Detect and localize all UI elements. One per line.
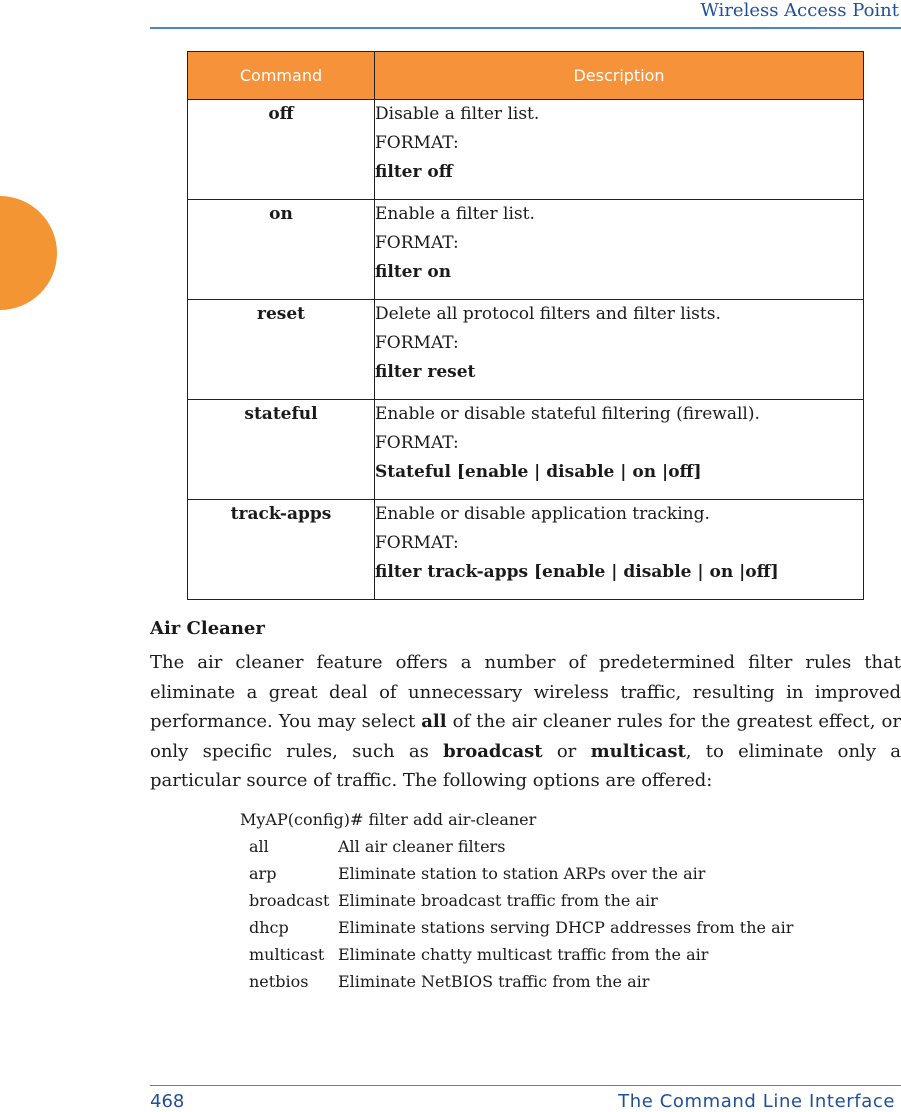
command-cell: off	[188, 100, 375, 200]
description-cell	[375, 300, 864, 400]
description-text: Enable or disable application tracking.	[375, 504, 710, 524]
cli-option-row	[240, 941, 793, 968]
option-name: dhcp	[249, 918, 289, 937]
table-header-row	[188, 52, 864, 100]
option-name: broadcast	[249, 891, 330, 910]
description-cell	[375, 200, 864, 300]
paragraph-text: The air cleaner feature offers a number of predetermined filter rules that eliminate a great deal of unnecessary wireless traffic, resulting in improved performance. You may select	[150, 652, 901, 732]
option-name: arp	[249, 864, 277, 883]
table-row	[188, 400, 864, 500]
format-syntax: filter off	[375, 162, 453, 182]
format-syntax: filter on	[375, 262, 452, 282]
section-title: Air Cleaner	[150, 618, 265, 639]
cli-option-row	[240, 914, 793, 941]
keyword-multicast: multicast	[590, 740, 686, 762]
paragraph-text: of the air cleaner rules for the greatest effect, or only specific rules, such as	[150, 711, 901, 762]
format-syntax: filter reset	[375, 362, 476, 382]
footer-page-number: 468	[150, 1091, 185, 1112]
command-cell: stateful	[188, 400, 375, 500]
paragraph-text: or	[542, 740, 591, 762]
option-name: netbios	[249, 972, 309, 991]
cli-option-row	[240, 968, 793, 995]
paragraph-text: , to eliminate only a particular source of traffic. The following options are offered:	[150, 740, 901, 791]
table-row	[188, 100, 864, 200]
format-label: FORMAT:	[375, 433, 459, 453]
cli-option-row	[240, 833, 793, 860]
description-text: Enable a filter list.	[375, 204, 535, 224]
description-text: Enable or disable stateful filtering (firewall).	[375, 404, 760, 424]
option-description: Eliminate NetBIOS traffic from the air	[338, 972, 650, 991]
cli-option-row	[240, 860, 793, 887]
command-table	[187, 51, 864, 600]
description-cell	[375, 400, 864, 500]
description-cell	[375, 500, 864, 600]
format-label: FORMAT:	[375, 533, 459, 553]
cli-option-row	[240, 887, 793, 914]
table-row	[188, 500, 864, 600]
option-description: Eliminate broadcast traffic from the air	[338, 891, 658, 910]
option-description: Eliminate stations serving DHCP addresses from the air	[338, 918, 794, 937]
option-description: Eliminate station to station ARPs over the air	[338, 864, 706, 883]
format-label: FORMAT:	[375, 133, 459, 153]
header-rule	[150, 27, 901, 29]
option-description: Eliminate chatty multicast traffic from the air	[338, 945, 709, 964]
format-syntax: filter track-apps [enable | disable | on |off]	[375, 562, 779, 582]
chapter-tab-marker	[0, 196, 57, 310]
keyword-broadcast: broadcast	[443, 740, 543, 762]
description-text: Delete all protocol filters and filter lists.	[375, 304, 721, 324]
description-cell	[375, 100, 864, 200]
description-text: Disable a filter list.	[375, 104, 540, 124]
keyword-all: all	[421, 711, 447, 732]
running-header-title: Wireless Access Point	[700, 0, 899, 21]
column-header-command: Command	[188, 52, 375, 100]
format-label: FORMAT:	[375, 333, 459, 353]
format-label: FORMAT:	[375, 233, 459, 253]
cli-prompt: MyAP(config)# filter add air-cleaner	[240, 810, 537, 829]
option-name: multicast	[249, 945, 325, 964]
format-syntax: Stateful [enable | disable | on |off]	[375, 462, 702, 482]
footer-chapter-title: The Command Line Interface	[618, 1091, 895, 1112]
cli-example	[240, 806, 793, 995]
section-paragraph	[150, 648, 901, 796]
column-header-description: Description	[375, 52, 864, 100]
command-cell: track-apps	[188, 500, 375, 600]
table-row	[188, 300, 864, 400]
command-cell: on	[188, 200, 375, 300]
option-name: all	[249, 837, 269, 856]
option-description: All air cleaner filters	[338, 837, 506, 856]
footer-rule	[150, 1085, 901, 1086]
command-cell: reset	[188, 300, 375, 400]
table-row	[188, 200, 864, 300]
